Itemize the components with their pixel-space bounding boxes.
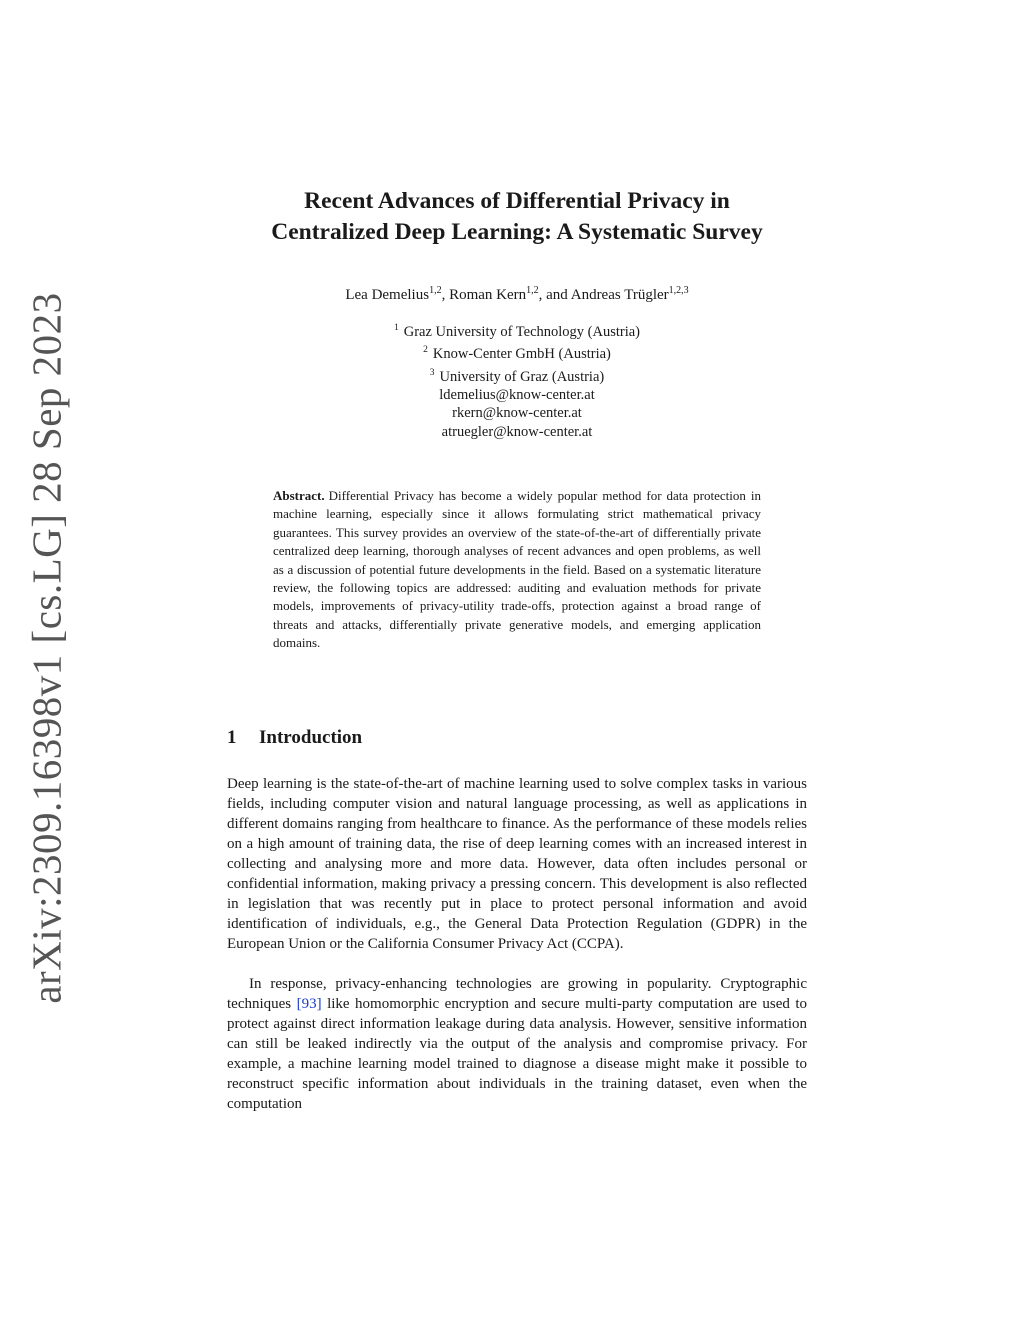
author-affiliation-marker: 1,2 bbox=[526, 285, 539, 296]
author-separator: , bbox=[441, 287, 450, 303]
citation-link[interactable]: [93] bbox=[296, 996, 322, 1012]
affiliation-block bbox=[227, 319, 807, 441]
affiliation-text: Graz University of Technology (Austria) bbox=[403, 323, 641, 340]
arxiv-stamp bbox=[6, 291, 88, 1004]
affiliation-line bbox=[227, 319, 807, 341]
arxiv-identifier: arXiv:2309.16398v1 [cs.LG] 28 Sep 2023 bbox=[24, 291, 71, 1004]
section-heading bbox=[227, 727, 362, 749]
paper-title bbox=[227, 186, 807, 248]
affiliation-marker: 3 bbox=[429, 367, 435, 378]
abstract bbox=[273, 487, 761, 653]
abstract-label: Abstract. bbox=[273, 488, 325, 503]
author-name: Roman Kern bbox=[449, 287, 527, 303]
intro-paragraph-2 bbox=[227, 974, 807, 1114]
author-affiliation-marker: 1,2,3 bbox=[668, 285, 689, 296]
title-line-2: Centralized Deep Learning: A Systematic Survey bbox=[271, 219, 763, 245]
section-number: 1 bbox=[227, 727, 237, 748]
affiliation-marker: 2 bbox=[423, 345, 428, 356]
author-affiliation-marker: 1,2 bbox=[429, 285, 442, 296]
section-title: Introduction bbox=[259, 727, 363, 748]
author-list bbox=[227, 285, 807, 304]
paragraph-text: like homomorphic encryption and secure multi-party computation are used to protect against direct information leakage during data analysis. However, sensitive information can still be leaked indirectly via the output of the analysis and compromise privacy. For example, a machine learning model trained to diagnose a disease might make it possible to reconstruct specific information about individuals in the training dataset, even when the computation bbox=[227, 996, 807, 1112]
author-name: Lea Demelius bbox=[345, 287, 430, 303]
abstract-text: Differential Privacy has become a widely popular method for data protection in machine learning, especially since it allows formulating strict mathematical privacy guarantees. This survey provides an overview of the state-of-the-art of differentially private centralized deep learning, thorough analyses of recent advances and open problems, as well as a discussion of potential future developments in the field. Based on a systematic literature review, the following topics are addressed: auditing and evaluation methods for private models, improvements of privacy-utility trade-offs, protection against a broad range of threats and attacks, differentially private generative models, and emerging application domains. bbox=[273, 488, 761, 651]
affiliation-line bbox=[227, 364, 807, 386]
author-separator: , and bbox=[538, 287, 571, 303]
author-email: rkern@know-center.at bbox=[452, 405, 582, 422]
affiliation-text: University of Graz (Austria) bbox=[439, 368, 605, 385]
affiliation-marker: 1 bbox=[393, 323, 399, 333]
affiliation-line bbox=[227, 341, 807, 363]
paragraph-text: In response, privacy-enhancing technologies are growing in popularity. Cryptographic techniques bbox=[227, 976, 807, 1012]
title-line-1: Recent Advances of Differential Privacy in bbox=[304, 188, 730, 214]
author-name: Andreas Trügler bbox=[570, 287, 669, 303]
author-email: ldemelius@know-center.at bbox=[439, 386, 595, 403]
affiliation-text: Know-Center GmbH (Austria) bbox=[432, 346, 611, 363]
intro-paragraph-1: Deep learning is the state-of-the-art of machine learning used to solve complex tasks in various fields, including computer vision and natural language processing, as well as applications in different domains ranging from healthcare to finance. As the performance of these models relies on a high amount of training data, the rise of deep learning comes with an increased interest in collecting and analysing more and more data. However, data often includes personal or confidential information, making privacy a pressing concern. This development is also reflected in legislation that was recently put in place to protect personal information and avoid identification of individuals, e.g., the General Data Protection Regulation (GDPR) in the European Union or the California Consumer Privacy Act (CCPA). bbox=[227, 776, 807, 952]
author-email: atruegler@know-center.at bbox=[441, 423, 593, 440]
